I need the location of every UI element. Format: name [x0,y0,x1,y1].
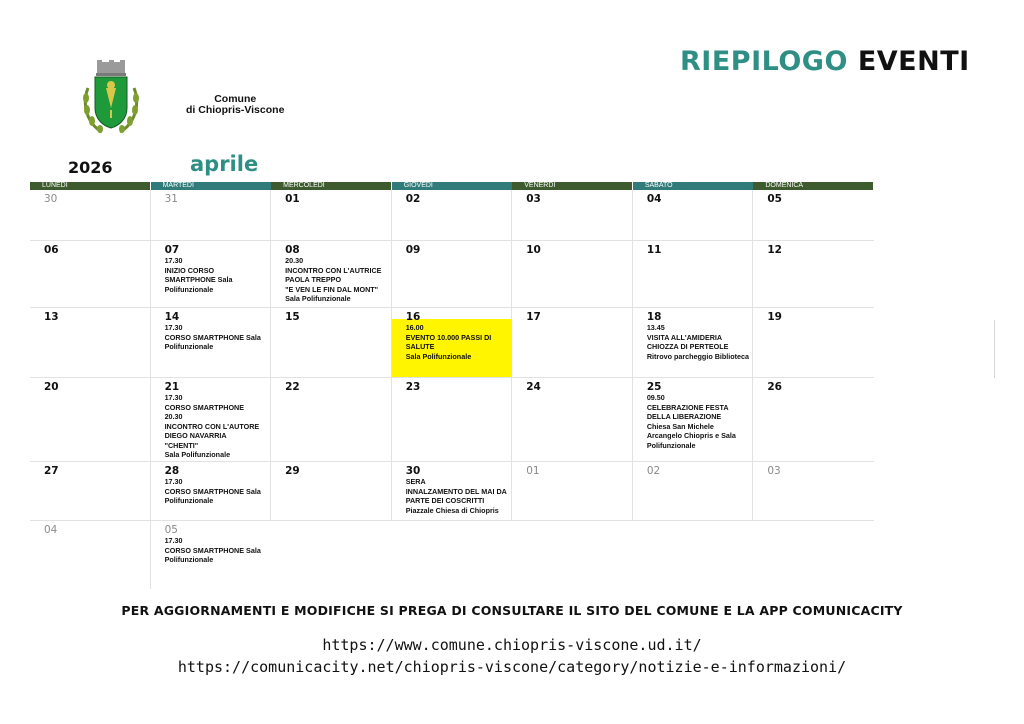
day-cell [30,308,151,378]
day-cell [392,241,513,308]
calendar-week [30,190,874,241]
day-cell [271,378,392,462]
weekday-friday: VENERDÌ [512,182,632,190]
day-number: 29 [285,465,300,477]
day-number: 05 [767,193,782,205]
day-number: 04 [646,193,662,205]
calendar-month: aprile [190,152,259,176]
day-cell [271,462,392,521]
event-text: 20.30 INCONTRO CON L'AUTRICE PAOLA TREPPO "E VEN LE FIN DAL MONT" Sala Polifunzionale [285,256,382,303]
weekday-sunday: DOMENICA [753,182,873,190]
day-cell [151,308,272,378]
weekday-wednesday: MERCOLEDÌ [271,182,391,190]
day-cell [633,241,754,308]
day-number: 09 [405,244,421,256]
day-number: 06 [44,244,59,256]
day-cell [30,521,151,589]
day-cell [392,308,513,378]
day-cell [753,241,874,308]
day-number: 31 [164,193,178,205]
day-number: 03 [526,193,541,205]
title-part2: EVENTI [857,46,970,77]
day-number: 02 [405,193,421,205]
day-number: 30 [405,465,421,477]
comunicacity-link[interactable]: https://comunicacity.net/chiopris-viscone/category/notizie-e-informazioni/ [177,658,847,676]
day-number: 08 [285,244,300,256]
event-text: 13.45 VISITA ALL'AMIDERIA CHIOZZA DI PERTEOLE Ritrovo parcheggio Biblioteca [646,323,750,361]
day-number: 27 [44,465,59,477]
day-number: 23 [405,381,421,393]
weekday-header [30,182,874,190]
day-cell [512,462,633,521]
day-number: 20 [44,381,59,393]
comune-website-link[interactable]: https://www.comune.chiopris-viscone.ud.it/ [322,636,702,654]
day-number: 04 [44,524,58,536]
weekday-tuesday: MARTEDÌ [151,182,271,190]
day-cell [271,241,392,308]
update-notice: PER AGGIORNAMENTI E MODIFICHE SI PREGA DI CONSULTARE IL SITO DEL COMUNE E LA APP COMUNICACITY [121,603,903,618]
day-number: 26 [767,381,782,393]
day-cell [633,308,754,378]
event-text: 17.30 CORSO SMARTPHONE Sala Polifunzionale [164,323,261,351]
event-text: 09.50 CELEBRAZIONE FESTA DELLA LIBERAZIONE Chiesa San Michele Arcangelo Chiopris e Sala Polifunzionale [646,393,736,450]
day-number: 05 [164,524,178,536]
municipality-line1: Comune [214,93,257,105]
day-cell [512,241,633,308]
day-number: 01 [526,465,540,477]
calendar-week [30,378,874,462]
calendar-week [30,521,874,589]
event-text: SERA INNALZAMENTO DEL MAI DA PARTE DEI COSCRITTI Piazzale Chiesa di Chiopris [405,477,507,515]
day-cell [753,462,874,521]
day-number: 25 [646,381,662,393]
day-cell [271,190,392,241]
day-cell [512,308,633,378]
day-cell [151,378,272,462]
day-number: 17 [526,311,541,323]
day-cell [753,190,874,241]
day-number: 14 [164,311,180,323]
day-number: 28 [164,465,180,477]
day-number: 19 [767,311,782,323]
day-number: 16 [405,311,421,323]
day-cell [512,190,633,241]
day-number: 24 [526,381,541,393]
event-text: 16.00 EVENTO 10.000 PASSI DI SALUTE Sala Polifunzionale [405,323,492,361]
day-number: 01 [285,193,300,205]
day-number: 07 [164,244,180,256]
day-number: 18 [646,311,662,323]
day-cell [151,462,272,521]
day-cell [633,190,754,241]
day-cell [753,378,874,462]
event-text: 17.30 INIZIO CORSO SMARTPHONE Sala Polifunzionale [164,256,233,294]
event-text: 17.30 CORSO SMARTPHONE Sala Polifunzionale [164,477,261,505]
weekday-monday: LUNEDÌ [30,182,150,190]
day-cell [633,462,754,521]
event-text: 17.30 CORSO SMARTPHONE Sala Polifunzionale [164,536,261,564]
title-part1: RIEPILOGO [680,46,848,77]
day-cell [30,241,151,308]
day-number: 30 [44,193,58,205]
day-cell [30,378,151,462]
coat-of-arms-icon [80,58,142,138]
day-cell [151,241,272,308]
day-cell [392,462,513,521]
weekday-thursday: GIOVEDÌ [392,182,512,190]
municipality-line2: di Chiopris-Viscone [186,104,285,116]
day-number: 21 [164,381,180,393]
calendar-week [30,308,874,378]
page-title [680,46,970,77]
day-cell [392,190,513,241]
day-number: 10 [526,244,541,256]
weekday-saturday: SABATO [633,182,753,190]
day-cell [30,462,151,521]
event-calendar [30,182,874,589]
day-number: 15 [285,311,300,323]
day-number: 02 [646,465,661,477]
calendar-year: 2026 [68,158,113,177]
day-number: 11 [646,244,662,256]
day-number: 22 [285,381,300,393]
day-number: 13 [44,311,59,323]
day-cell [633,378,754,462]
event-text: 17.30 CORSO SMARTPHONE 20.30 INCONTRO CON L'AUTORE DIEGO NAVARRIA "CHENTI" Sala Polifunzionale [164,393,260,459]
day-number: 12 [767,244,782,256]
municipality-name [186,94,284,116]
day-cell [271,308,392,378]
day-cell [30,190,151,241]
day-cell [512,378,633,462]
day-cell [753,308,874,378]
day-number: 03 [767,465,781,477]
page-edge-line [994,320,995,378]
calendar-week [30,462,874,521]
calendar-week [30,241,874,308]
day-cell [151,190,272,241]
day-cell [151,521,272,589]
day-cell [392,378,513,462]
